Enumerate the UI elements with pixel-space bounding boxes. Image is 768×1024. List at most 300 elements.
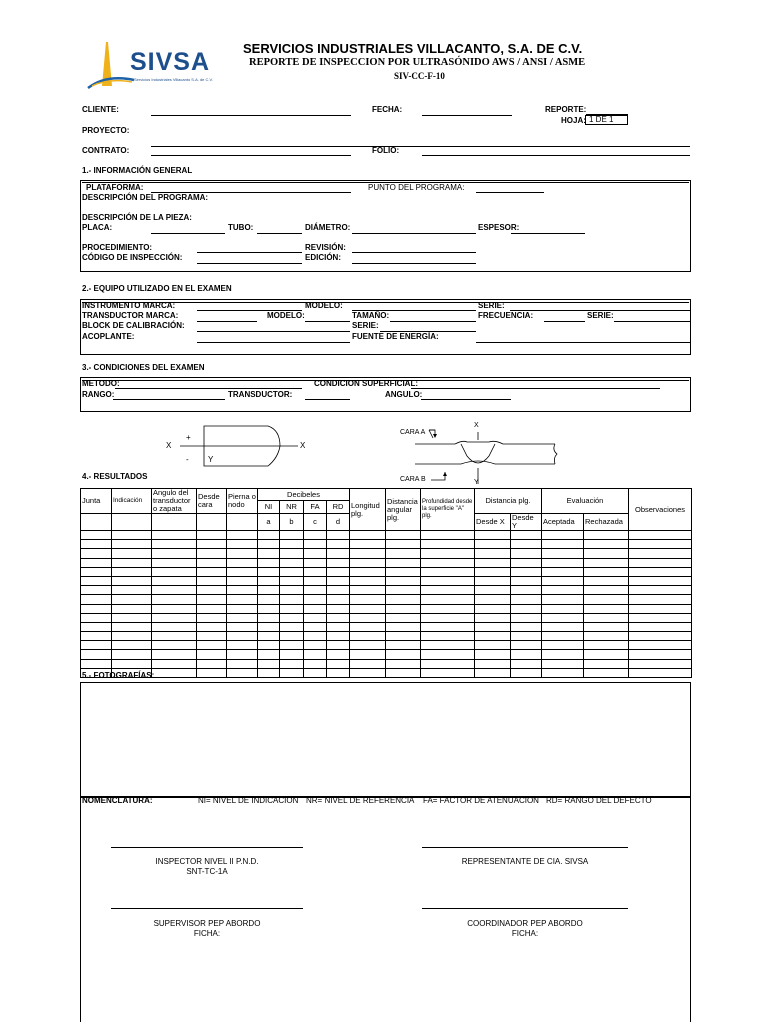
table-cell[interactable] [386, 567, 421, 576]
table-cell[interactable] [112, 576, 152, 585]
rango-field[interactable] [113, 399, 225, 400]
folio-field[interactable] [422, 155, 690, 156]
frecuencia-field[interactable] [544, 321, 585, 322]
table-cell[interactable] [152, 549, 197, 558]
table-cell[interactable] [304, 641, 327, 650]
cliente-field[interactable] [151, 115, 351, 116]
table-cell[interactable] [511, 604, 542, 613]
table-cell[interactable] [227, 558, 258, 567]
table-cell[interactable] [629, 531, 692, 540]
table-cell[interactable] [584, 586, 629, 595]
table-cell[interactable] [304, 668, 327, 677]
table-cell[interactable] [81, 549, 112, 558]
table-cell[interactable] [197, 540, 227, 549]
table-cell[interactable] [304, 613, 327, 622]
table-cell[interactable] [197, 641, 227, 650]
table-cell[interactable] [327, 595, 350, 604]
tamano-field[interactable] [390, 321, 476, 322]
table-cell[interactable] [227, 549, 258, 558]
table-cell[interactable] [81, 659, 112, 668]
table-cell[interactable] [227, 595, 258, 604]
table-cell[interactable] [152, 659, 197, 668]
table-cell[interactable] [304, 586, 327, 595]
table-cell[interactable] [421, 558, 475, 567]
table-cell[interactable] [542, 567, 584, 576]
table-cell[interactable] [112, 549, 152, 558]
acoplante-field[interactable] [197, 342, 350, 343]
table-cell[interactable] [511, 549, 542, 558]
table-cell[interactable] [258, 668, 280, 677]
diametro-field[interactable] [352, 233, 476, 234]
table-cell[interactable] [280, 641, 304, 650]
table-cell[interactable] [511, 531, 542, 540]
table-cell[interactable] [511, 540, 542, 549]
table-cell[interactable] [304, 540, 327, 549]
table-cell[interactable] [350, 632, 386, 641]
table-cell[interactable] [304, 567, 327, 576]
table-cell[interactable] [304, 576, 327, 585]
table-cell[interactable] [258, 576, 280, 585]
table-cell[interactable] [280, 595, 304, 604]
table-cell[interactable] [475, 576, 511, 585]
table-cell[interactable] [227, 540, 258, 549]
table-cell[interactable] [258, 586, 280, 595]
table-cell[interactable] [629, 632, 692, 641]
table-cell[interactable] [112, 595, 152, 604]
table-cell[interactable] [112, 558, 152, 567]
table-cell[interactable] [227, 613, 258, 622]
table-cell[interactable] [81, 641, 112, 650]
table-cell[interactable] [350, 604, 386, 613]
table-cell[interactable] [421, 576, 475, 585]
table-cell[interactable] [584, 567, 629, 576]
table-cell[interactable] [280, 531, 304, 540]
table-cell[interactable] [421, 604, 475, 613]
table-cell[interactable] [227, 632, 258, 641]
table-cell[interactable] [152, 622, 197, 631]
revision-field[interactable] [352, 252, 476, 253]
table-cell[interactable] [327, 567, 350, 576]
table-cell[interactable] [511, 659, 542, 668]
serie2-field[interactable] [614, 321, 690, 322]
table-cell[interactable] [81, 622, 112, 631]
table-cell[interactable] [475, 668, 511, 677]
transductor-marca-field[interactable] [197, 321, 257, 322]
table-cell[interactable] [421, 567, 475, 576]
table-cell[interactable] [421, 641, 475, 650]
coordinador-signature-line[interactable] [422, 908, 628, 909]
table-cell[interactable] [112, 650, 152, 659]
table-cell[interactable] [197, 531, 227, 540]
table-cell[interactable] [112, 659, 152, 668]
table-cell[interactable] [475, 567, 511, 576]
table-cell[interactable] [152, 632, 197, 641]
table-cell[interactable] [542, 613, 584, 622]
table-cell[interactable] [542, 650, 584, 659]
metodo-field[interactable] [115, 388, 302, 389]
edicion-field[interactable] [352, 263, 476, 264]
table-cell[interactable] [327, 604, 350, 613]
table-cell[interactable] [350, 659, 386, 668]
table-cell[interactable] [386, 549, 421, 558]
table-cell[interactable] [629, 641, 692, 650]
table-cell[interactable] [327, 622, 350, 631]
table-cell[interactable] [421, 622, 475, 631]
table-cell[interactable] [584, 595, 629, 604]
table-cell[interactable] [280, 540, 304, 549]
table-cell[interactable] [258, 659, 280, 668]
supervisor-signature-line[interactable] [111, 908, 303, 909]
table-cell[interactable] [112, 632, 152, 641]
table-cell[interactable] [350, 567, 386, 576]
table-cell[interactable] [81, 567, 112, 576]
table-cell[interactable] [197, 549, 227, 558]
table-cell[interactable] [152, 540, 197, 549]
table-cell[interactable] [258, 650, 280, 659]
table-cell[interactable] [386, 622, 421, 631]
table-cell[interactable] [350, 613, 386, 622]
table-cell[interactable] [350, 549, 386, 558]
table-cell[interactable] [584, 659, 629, 668]
table-cell[interactable] [386, 576, 421, 585]
table-cell[interactable] [421, 595, 475, 604]
codigo-field[interactable] [197, 263, 302, 264]
table-cell[interactable] [280, 650, 304, 659]
table-cell[interactable] [386, 604, 421, 613]
table-cell[interactable] [197, 604, 227, 613]
table-cell[interactable] [421, 650, 475, 659]
table-cell[interactable] [511, 586, 542, 595]
table-cell[interactable] [258, 622, 280, 631]
table-cell[interactable] [386, 668, 421, 677]
table-cell[interactable] [542, 576, 584, 585]
representante-signature-line[interactable] [422, 847, 628, 848]
table-cell[interactable] [152, 595, 197, 604]
table-cell[interactable] [258, 567, 280, 576]
table-cell[interactable] [542, 540, 584, 549]
table-cell[interactable] [511, 668, 542, 677]
table-cell[interactable] [542, 659, 584, 668]
table-cell[interactable] [475, 595, 511, 604]
table-cell[interactable] [475, 641, 511, 650]
table-cell[interactable] [304, 604, 327, 613]
table-cell[interactable] [227, 576, 258, 585]
table-cell[interactable] [584, 622, 629, 631]
table-cell[interactable] [629, 576, 692, 585]
table-cell[interactable] [584, 613, 629, 622]
table-cell[interactable] [258, 595, 280, 604]
table-cell[interactable] [152, 668, 197, 677]
table-cell[interactable] [152, 567, 197, 576]
table-cell[interactable] [475, 540, 511, 549]
table-cell[interactable] [280, 586, 304, 595]
table-cell[interactable] [421, 668, 475, 677]
table-cell[interactable] [258, 549, 280, 558]
table-cell[interactable] [197, 567, 227, 576]
table-cell[interactable] [629, 613, 692, 622]
table-cell[interactable] [258, 613, 280, 622]
table-cell[interactable] [629, 586, 692, 595]
table-cell[interactable] [304, 531, 327, 540]
table-cell[interactable] [542, 558, 584, 567]
table-cell[interactable] [327, 613, 350, 622]
table-cell[interactable] [258, 632, 280, 641]
table-cell[interactable] [386, 659, 421, 668]
table-cell[interactable] [258, 641, 280, 650]
proyecto-field[interactable] [151, 146, 690, 147]
table-cell[interactable] [197, 576, 227, 585]
table-cell[interactable] [280, 549, 304, 558]
table-cell[interactable] [81, 604, 112, 613]
table-cell[interactable] [350, 531, 386, 540]
table-cell[interactable] [280, 668, 304, 677]
angulo-field[interactable] [421, 399, 511, 400]
table-cell[interactable] [629, 659, 692, 668]
table-cell[interactable] [152, 531, 197, 540]
table-cell[interactable] [280, 558, 304, 567]
table-cell[interactable] [112, 641, 152, 650]
table-cell[interactable] [280, 632, 304, 641]
table-cell[interactable] [542, 595, 584, 604]
table-cell[interactable] [197, 659, 227, 668]
table-cell[interactable] [629, 650, 692, 659]
table-cell[interactable] [421, 586, 475, 595]
table-cell[interactable] [327, 549, 350, 558]
contrato-field[interactable] [151, 155, 351, 156]
table-cell[interactable] [227, 650, 258, 659]
table-cell[interactable] [81, 595, 112, 604]
table-cell[interactable] [421, 613, 475, 622]
table-cell[interactable] [152, 641, 197, 650]
table-cell[interactable] [152, 558, 197, 567]
table-cell[interactable] [386, 595, 421, 604]
table-cell[interactable] [227, 668, 258, 677]
table-cell[interactable] [386, 632, 421, 641]
table-cell[interactable] [197, 622, 227, 631]
table-cell[interactable] [112, 586, 152, 595]
table-cell[interactable] [327, 576, 350, 585]
table-cell[interactable] [475, 659, 511, 668]
table-cell[interactable] [542, 622, 584, 631]
table-cell[interactable] [386, 613, 421, 622]
table-cell[interactable] [112, 567, 152, 576]
table-cell[interactable] [327, 540, 350, 549]
table-cell[interactable] [386, 586, 421, 595]
table-cell[interactable] [197, 632, 227, 641]
photos-area[interactable] [80, 682, 691, 798]
table-cell[interactable] [350, 558, 386, 567]
table-cell[interactable] [542, 586, 584, 595]
procedimiento-field[interactable] [197, 252, 302, 253]
table-cell[interactable] [421, 632, 475, 641]
punto-field[interactable] [476, 192, 544, 193]
table-cell[interactable] [511, 595, 542, 604]
table-cell[interactable] [327, 668, 350, 677]
table-cell[interactable] [327, 641, 350, 650]
table-cell[interactable] [152, 604, 197, 613]
table-cell[interactable] [542, 531, 584, 540]
table-cell[interactable] [304, 558, 327, 567]
table-cell[interactable] [81, 540, 112, 549]
table-cell[interactable] [280, 567, 304, 576]
table-cell[interactable] [227, 622, 258, 631]
table-cell[interactable] [327, 659, 350, 668]
table-cell[interactable] [197, 613, 227, 622]
table-cell[interactable] [629, 549, 692, 558]
table-cell[interactable] [197, 595, 227, 604]
table-cell[interactable] [386, 650, 421, 659]
table-cell[interactable] [227, 604, 258, 613]
table-cell[interactable] [258, 604, 280, 613]
table-cell[interactable] [81, 613, 112, 622]
table-cell[interactable] [81, 558, 112, 567]
table-cell[interactable] [350, 650, 386, 659]
table-cell[interactable] [386, 531, 421, 540]
table-cell[interactable] [584, 632, 629, 641]
table-cell[interactable] [584, 604, 629, 613]
inspector-signature-line[interactable] [111, 847, 303, 848]
espesor-field[interactable] [511, 233, 585, 234]
table-cell[interactable] [227, 659, 258, 668]
table-cell[interactable] [542, 549, 584, 558]
table-cell[interactable] [152, 613, 197, 622]
table-cell[interactable] [511, 641, 542, 650]
table-cell[interactable] [386, 540, 421, 549]
table-cell[interactable] [197, 650, 227, 659]
table-cell[interactable] [584, 558, 629, 567]
table-cell[interactable] [304, 632, 327, 641]
table-cell[interactable] [629, 668, 692, 677]
table-cell[interactable] [280, 613, 304, 622]
table-cell[interactable] [584, 668, 629, 677]
table-cell[interactable] [475, 586, 511, 595]
table-cell[interactable] [81, 650, 112, 659]
condicion-field[interactable] [411, 388, 660, 389]
fecha-field[interactable] [422, 115, 512, 116]
table-cell[interactable] [584, 549, 629, 558]
table-cell[interactable] [81, 531, 112, 540]
table-cell[interactable] [327, 632, 350, 641]
table-cell[interactable] [112, 622, 152, 631]
transductor-field[interactable] [305, 399, 350, 400]
table-cell[interactable] [304, 650, 327, 659]
table-cell[interactable] [421, 531, 475, 540]
table-cell[interactable] [350, 641, 386, 650]
table-cell[interactable] [327, 531, 350, 540]
table-cell[interactable] [386, 641, 421, 650]
table-cell[interactable] [227, 641, 258, 650]
table-cell[interactable] [227, 567, 258, 576]
table-cell[interactable] [112, 531, 152, 540]
table-cell[interactable] [350, 668, 386, 677]
table-cell[interactable] [475, 604, 511, 613]
table-cell[interactable] [511, 613, 542, 622]
table-cell[interactable] [629, 540, 692, 549]
table-cell[interactable] [280, 659, 304, 668]
table-cell[interactable] [327, 558, 350, 567]
table-cell[interactable] [629, 558, 692, 567]
table-cell[interactable] [386, 558, 421, 567]
table-cell[interactable] [511, 622, 542, 631]
table-cell[interactable] [421, 549, 475, 558]
table-cell[interactable] [258, 558, 280, 567]
table-cell[interactable] [542, 668, 584, 677]
table-cell[interactable] [475, 549, 511, 558]
table-cell[interactable] [584, 641, 629, 650]
table-cell[interactable] [350, 622, 386, 631]
table-cell[interactable] [629, 604, 692, 613]
table-cell[interactable] [304, 622, 327, 631]
table-cell[interactable] [584, 650, 629, 659]
table-cell[interactable] [227, 531, 258, 540]
table-cell[interactable] [304, 595, 327, 604]
table-cell[interactable] [584, 531, 629, 540]
table-cell[interactable] [152, 586, 197, 595]
tubo-field[interactable] [257, 233, 302, 234]
table-cell[interactable] [304, 549, 327, 558]
table-cell[interactable] [475, 632, 511, 641]
table-cell[interactable] [350, 586, 386, 595]
table-cell[interactable] [81, 576, 112, 585]
table-cell[interactable] [152, 650, 197, 659]
fuente-field[interactable] [476, 342, 690, 343]
block-field[interactable] [197, 331, 350, 332]
table-cell[interactable] [511, 632, 542, 641]
table-cell[interactable] [511, 558, 542, 567]
table-cell[interactable] [421, 540, 475, 549]
table-cell[interactable] [227, 586, 258, 595]
table-cell[interactable] [475, 622, 511, 631]
table-cell[interactable] [280, 622, 304, 631]
table-cell[interactable] [280, 576, 304, 585]
table-cell[interactable] [327, 586, 350, 595]
table-cell[interactable] [350, 576, 386, 585]
table-cell[interactable] [629, 595, 692, 604]
table-cell[interactable] [421, 659, 475, 668]
table-cell[interactable] [475, 613, 511, 622]
table-cell[interactable] [475, 558, 511, 567]
table-cell[interactable] [542, 604, 584, 613]
table-cell[interactable] [197, 668, 227, 677]
table-cell[interactable] [81, 632, 112, 641]
table-cell[interactable] [511, 576, 542, 585]
table-cell[interactable] [112, 604, 152, 613]
table-cell[interactable] [280, 604, 304, 613]
table-cell[interactable] [258, 540, 280, 549]
table-cell[interactable] [81, 586, 112, 595]
table-cell[interactable] [350, 595, 386, 604]
table-cell[interactable] [629, 622, 692, 631]
table-cell[interactable] [112, 540, 152, 549]
modelo2-field[interactable] [305, 321, 350, 322]
table-cell[interactable] [584, 540, 629, 549]
table-cell[interactable] [584, 576, 629, 585]
table-cell[interactable] [112, 613, 152, 622]
table-cell[interactable] [152, 576, 197, 585]
table-cell[interactable] [304, 659, 327, 668]
table-cell[interactable] [197, 558, 227, 567]
table-cell[interactable] [350, 540, 386, 549]
placa-field[interactable] [151, 233, 225, 234]
table-cell[interactable] [258, 531, 280, 540]
table-cell[interactable] [197, 586, 227, 595]
table-cell[interactable] [629, 567, 692, 576]
table-cell[interactable] [327, 650, 350, 659]
table-cell[interactable] [475, 650, 511, 659]
table-cell[interactable] [542, 641, 584, 650]
table-cell[interactable] [511, 650, 542, 659]
table-cell[interactable] [542, 632, 584, 641]
